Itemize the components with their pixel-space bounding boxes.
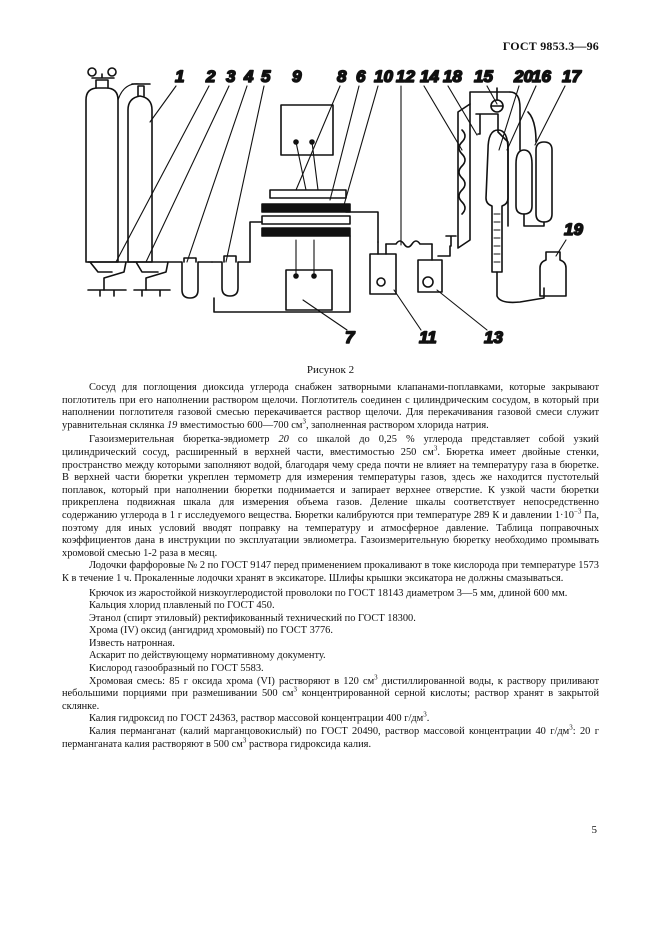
fig-label-5: 5 — [261, 67, 271, 86]
fig-label-16: 16 — [532, 67, 551, 86]
paragraph: Лодочки фарфоровые № 2 по ГОСТ 9147 перед применением прокаливают в токе кислорода при температуре 1573 К в течение 1 ч. Прокаленные лодочки хранят в эксикаторе. Шлифы крышки эксикатора не должны смазываться. — [62, 560, 599, 584]
paragraph: Аскарит по действующему нормативному документу. — [89, 650, 326, 662]
fig-label-4: 4 — [244, 67, 254, 86]
fig-label-6: 6 — [356, 67, 366, 86]
fig-label-20: 20 — [514, 67, 533, 86]
fig-label-17: 17 — [562, 67, 581, 86]
apparatus-diagram — [0, 0, 661, 360]
cylinder-1 — [86, 88, 118, 262]
document-code: ГОСТ 9853.3—96 — [502, 39, 599, 53]
page-number: 5 — [591, 824, 597, 836]
paragraph: Хрома (IV) оксид (ангидрид хромовый) по ГОСТ 3776. — [89, 625, 333, 637]
fig-label-9: 9 — [292, 67, 302, 86]
fig-label-1: 1 — [175, 67, 185, 86]
paragraph: Этанол (спирт этиловый) ректификованный технический по ГОСТ 18300. — [89, 612, 416, 624]
furnace-6 — [270, 190, 346, 198]
fig-label-8: 8 — [337, 67, 347, 86]
burette-20 — [486, 130, 508, 272]
absorber-16 — [516, 150, 532, 214]
absorber-17 — [536, 142, 552, 222]
paragraph: Хромовая смесь: 85 г оксида хрома (VI) растворяют в 120 $см^3$ дистиллированной воды, к раствору приливают небольшими порциями при размешивании 500 $см^3$ концентрированной серной кислоты; раствор хранят в закрытой склянке. — [62, 673, 600, 712]
fig-label-18: 18 — [443, 67, 462, 86]
control-box-9 — [281, 105, 333, 155]
fig-label-11: 11 — [419, 328, 437, 347]
fig-label-15: 15 — [474, 67, 493, 86]
fig-label-14: 14 — [420, 67, 439, 86]
u-tube-5 — [212, 262, 250, 296]
fig-label-10: 10 — [374, 67, 393, 86]
paragraph: Газоизмерительная бюретка-эвдиометр 20 со шкалой до 0,25 % углерода представляет собой узкий цилиндрический сосуд, расширенный в верхней части, вместимостью 250 $см^3$. Бюретка имеет двойные стенки, пространство между которыми заполняют водой, благодаря чему среда почти не влияет на температуру газа в бюретке. В верхней части бюретки укреплен термометр для измерения температуры газов, здесь же находится пустотелый поплавок, который при наполнении бюретки поднимается и запирает верхнее отверстие. К узкой части бюретки прикреплена подвижная шкала для измерения объема газов. Деление шкалы соответствует непосредственно содержанию углерода в 1 г исследуемого вещества. Бюретки калибруются при температуре 289 К и давлении $1\cdot 10^{-3}$ Па, поэтому для иных условий вводят поправку на температуру и атмосферное давление. Таблица поправочных коэффициентов дана в инструкции по эксплуатации эвлиометра. Газоизмерительную бюретку необходимо промывать хромовой смесью 1-2 раза в месяц. — [62, 434, 599, 559]
vessel-11 — [370, 254, 396, 294]
figure-labels — [175, 67, 583, 347]
paragraph: Крючок из жаростойкой низкоуглеродистой проволоки по ГОСТ 18143 диаметром 3—5 мм, длиной 600 мм. — [89, 587, 568, 599]
paragraph: Калия гидроксид по ГОСТ 24363, раствор массовой концентрации 400 $г/дм^3$. — [89, 710, 430, 725]
paragraph: Известь натронная. — [89, 637, 175, 649]
fig-label-12: 12 — [396, 67, 415, 86]
fig-label-19: 19 — [564, 220, 583, 239]
paragraph: Кальция хлорид плавленый по ГОСТ 450. — [89, 600, 275, 612]
fig-label-13: 13 — [484, 328, 503, 347]
cylinder-2 — [128, 96, 152, 262]
paragraph: Кислород газообразный по ГОСТ 5583. — [89, 663, 264, 675]
fig-label-2: 2 — [206, 67, 216, 86]
u-tube-4 — [168, 262, 212, 298]
figure-caption: Рисунок 2 — [306, 364, 355, 376]
fig-label-7: 7 — [345, 328, 355, 347]
paragraph: Сосуд для поглощения диоксида углерода снабжен затворными клапанами-поплавками, которые закрывают поглотитель при его наполнении раствором щелочи. Поглотитель соединен с цилиндрическим сосудом, в который при наполнении поглотителя газовой смесью перекачивается раствор щелочи. Для перекачивания газовой смеси служит уравнительная склянка 19 вместимостью 600—700 $см^3$, заполненная раствором хлорида натрия. — [62, 382, 599, 431]
fig-label-3: 3 — [226, 67, 236, 86]
body-text — [62, 382, 599, 751]
paragraph: Калия перманганат (калий марганцовокислый) по ГОСТ 20490, раствор массовой концентрации 40 $г/дм^3$: 20 г перманганата калия растворяют в 500 $см^3$ раствора гидроксида калия. — [62, 723, 599, 750]
